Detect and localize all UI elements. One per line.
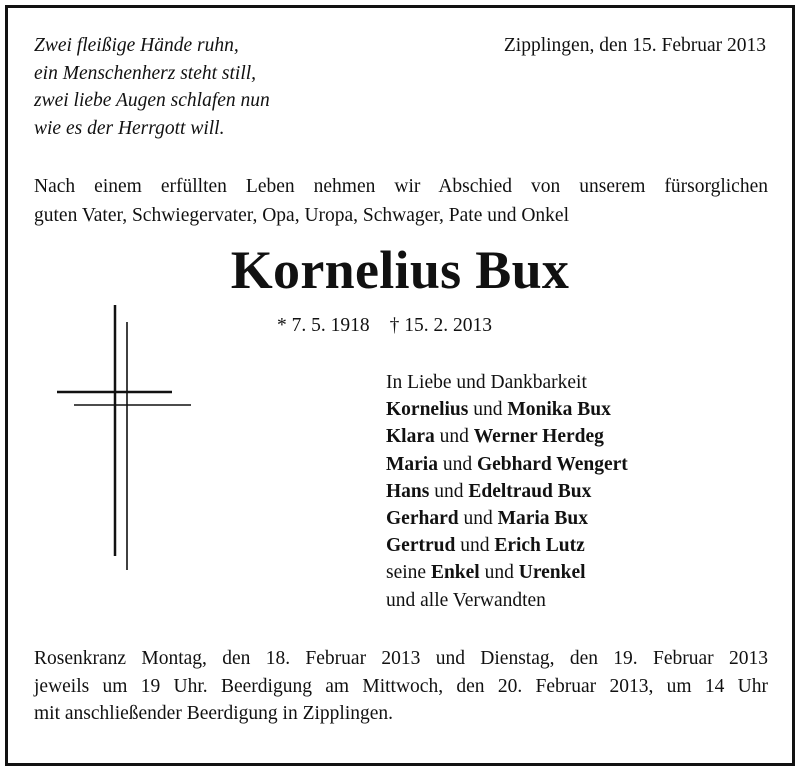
mourner-joiner: und — [429, 480, 469, 502]
mourner-name: Hans — [386, 480, 430, 502]
mourner-line — [386, 423, 628, 450]
mourner-name: Monika Bux — [507, 399, 611, 421]
poem-line: wie es der Herrgott will. — [34, 117, 225, 139]
footer-line: jeweils um 19 Uhr. Beerdigung am Mittwoch, den 20. Februar 2013, um 14 Uhr — [34, 675, 768, 697]
mourner-line — [386, 396, 628, 423]
mourner-line — [386, 451, 628, 478]
mourners-list — [386, 369, 628, 614]
mourner-name: Kornelius — [386, 399, 469, 421]
mourner-joiner: und — [437, 453, 477, 475]
mourner-joiner: und — [458, 508, 498, 530]
mourner-joiner: und — [479, 562, 519, 584]
mourner-name: Enkel — [430, 562, 480, 584]
deceased-name: Kornelius Bux — [230, 240, 570, 300]
mourner-name: Edeltraud Bux — [468, 480, 592, 502]
mourner-name: Gerhard — [386, 508, 459, 530]
poem-line: zwei liebe Augen schlafen nun — [34, 90, 270, 111]
poem-line: ein Menschenherz steht still, — [34, 62, 257, 84]
mourner-name: Maria — [386, 453, 438, 475]
footer-line: mit anschließender Beerdigung in Zipplingen. — [34, 703, 394, 724]
mourner-joiner: und — [468, 399, 508, 421]
mourner-name: Klara — [386, 426, 435, 448]
death-date: † 15. 2. 2013 — [389, 315, 492, 336]
footer-line: Rosenkranz Montag, den 18. Februar 2013 und Dienstag, den 19. Februar 2013 — [34, 648, 768, 669]
place-date: Zipplingen, den 15. Februar 2013 — [503, 35, 766, 56]
mourner-name: Gebhard Wengert — [476, 453, 628, 475]
mourner-line — [386, 505, 628, 532]
mourner-joiner: und — [434, 426, 474, 448]
poem-line: Zwei fleißige Hände ruhn, — [34, 35, 239, 56]
mourner-line — [386, 478, 628, 505]
mourner-name: Erich Lutz — [494, 535, 585, 557]
birth-date: * 7. 5. 1918 — [277, 315, 370, 336]
mourner-name: Urenkel — [518, 562, 586, 584]
grandchildren-prefix: seine — [386, 562, 431, 584]
mourners-intro: In Liebe und Dankbarkeit — [386, 372, 587, 393]
grandchildren-line — [386, 559, 628, 586]
service-details — [34, 645, 768, 728]
intro-line: Nach einem erfüllten Leben nehmen wir Abschied von unserem fürsorglichen — [34, 176, 768, 197]
mourner-name: Maria Bux — [497, 508, 589, 530]
intro-line: guten Vater, Schwiegervater, Opa, Uropa, Schwager, Pate und Onkel — [34, 205, 570, 226]
mourner-name: Werner Herdeg — [473, 426, 604, 448]
mourner-line — [386, 532, 628, 559]
relatives-line: und alle Verwandten — [386, 589, 546, 611]
mourner-name: Gertrud — [386, 535, 456, 557]
mourner-joiner: und — [455, 535, 495, 557]
